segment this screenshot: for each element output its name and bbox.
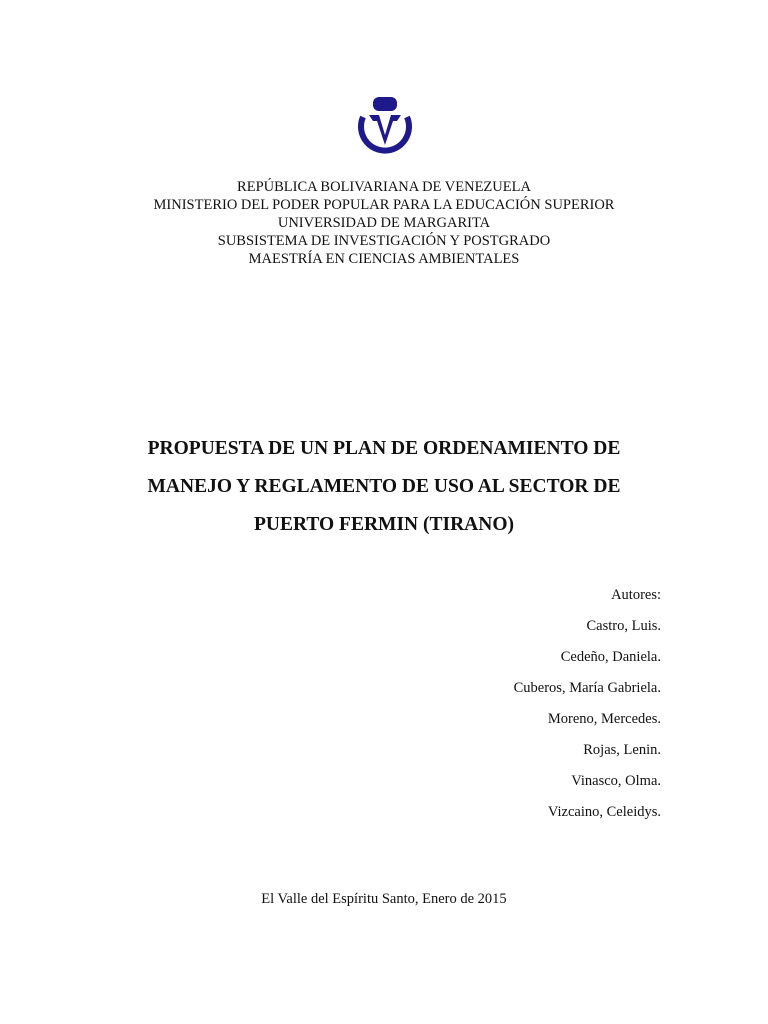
logo-emblem-icon	[355, 95, 415, 157]
title-line: PROPUESTA DE UN PLAN DE ORDENAMIENTO DE	[147, 438, 621, 459]
author-name: Cuberos, María Gabriela.	[513, 680, 661, 696]
document-title	[0, 430, 768, 544]
institution-header	[0, 178, 768, 268]
authors-heading: Autores:	[611, 587, 661, 603]
title-line: MANEJO Y REGLAMENTO DE USO AL SECTOR DE	[147, 476, 621, 497]
author-name: Vinasco, Olma.	[571, 773, 661, 789]
title-line: PUERTO FERMIN (TIRANO)	[253, 514, 515, 535]
author-name: Rojas, Lenin.	[583, 742, 661, 758]
author-name: Vizcaino, Celeidys.	[547, 804, 661, 820]
institution-line: REPÚBLICA BOLIVARIANA DE VENEZUELA	[237, 179, 531, 195]
institution-line: MAESTRÍA EN CIENCIAS AMBIENTALES	[248, 251, 520, 267]
author-name: Moreno, Mercedes.	[547, 711, 661, 727]
institution-line: SUBSISTEMA DE INVESTIGACIÓN Y POSTGRADO	[217, 233, 551, 249]
author-name: Cedeño, Daniela.	[560, 649, 661, 665]
institution-line: MINISTERIO DEL PODER POPULAR PARA LA EDUCACIÓN SUPERIOR	[153, 197, 615, 213]
place-date: El Valle del Espíritu Santo, Enero de 2015	[261, 891, 507, 907]
institution-line: UNIVERSIDAD DE MARGARITA	[277, 215, 491, 231]
authors-block	[261, 580, 661, 828]
university-logo	[355, 95, 415, 157]
author-name: Castro, Luis.	[586, 618, 661, 634]
